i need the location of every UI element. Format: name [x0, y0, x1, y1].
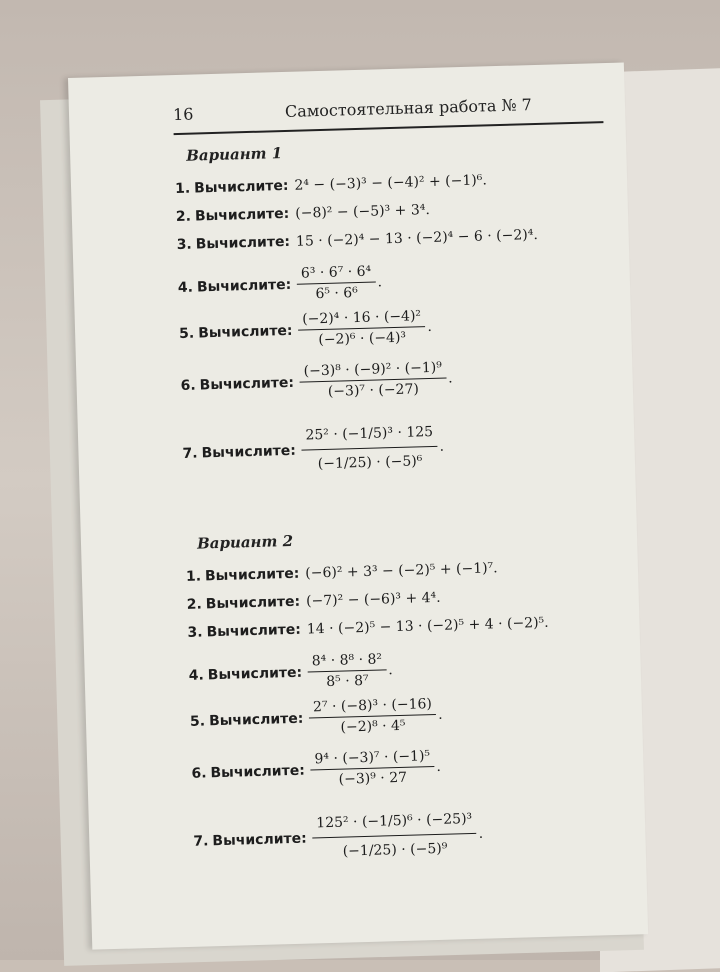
fraction-denominator: 8⁵ · 8⁷ — [326, 672, 369, 691]
problem-label: Вычислите: — [208, 710, 304, 729]
fraction-denominator: (−2)⁸ · 4⁵ — [340, 717, 406, 736]
fraction-denominator: (−3)⁷ · (−27) — [327, 381, 420, 400]
v2-problem-2 — [187, 590, 441, 613]
problem-label: Вычислите: — [199, 374, 295, 393]
v1-problem-6: 6. Вычислите: $\frac{\text{(−3)⁸ · (−9)² · (−1)⁹}}{\text{(−3)⁷ · (−27)}}$ . — [180, 359, 453, 400]
variant-1-title: Вариант 1 — [185, 144, 283, 165]
problem-label: Вычислите: — [193, 177, 289, 197]
fraction-denominator: (−1/25) · (−5)⁹ — [342, 840, 448, 860]
problem-label: Вычислите: — [198, 322, 293, 341]
problem-label: Вычислите: — [212, 830, 307, 849]
problem-label: Вычислите: — [206, 621, 302, 641]
problem-number: 2. — [175, 208, 192, 226]
v1-problem-7: 7. Вычислите: $\frac{\text{25² · (−1/5)³ · 125}}{\text{(−1/25) · (−5)⁶}}$ . — [182, 423, 445, 473]
fraction-numerator: (−3)⁸ · (−9)² · (−1)⁹ — [299, 360, 446, 383]
problem-number: 2. — [186, 596, 203, 613]
fraction — [310, 748, 435, 788]
page-number: 16 — [172, 104, 194, 125]
problem-label: Вычислите: — [207, 664, 303, 683]
v2-problem-3 — [187, 615, 549, 641]
fraction-numerator: 2⁷ · (−8)³ · (−16) — [309, 696, 436, 719]
problem-label: Вычислите: — [196, 276, 292, 295]
book-page — [68, 62, 648, 949]
problem-expression: 15 · (−2)⁴ − 13 · (−2)⁴ − 6 · (−2)⁴. — [295, 226, 539, 250]
problem-number: 4. — [177, 279, 194, 296]
fraction-denominator: (−2)⁶ · (−4)³ — [318, 329, 407, 349]
problem-label: Вычислите: — [210, 762, 306, 781]
problem-number: 6. — [180, 377, 196, 394]
problem-number: 3. — [187, 624, 203, 641]
problem-label: Вычислите: — [204, 565, 300, 585]
problem-expression: (−7)² − (−6)³ + 4⁴. — [305, 589, 441, 610]
fraction-numerator: 8⁴ · 8⁸ · 8² — [308, 651, 387, 672]
problem-expression: (−8)² − (−5)³ + 3⁴. — [295, 201, 431, 222]
v2-problem-4: 4. Вычислите: $\frac{\text{8⁴ · 8⁸ · 8²}}{\text{8⁵ · 8⁷}}$ . — [188, 651, 393, 691]
fraction-denominator: 6⁵ · 6⁶ — [315, 284, 359, 303]
fraction — [298, 308, 426, 349]
fraction-denominator: (−3)⁹ · 27 — [338, 769, 408, 788]
fraction-denominator: (−1/25) · (−5)⁶ — [317, 453, 423, 473]
problem-expression: 2⁴ − (−3)³ − (−4)² + (−1)⁶. — [294, 172, 488, 194]
v1-problem-4: 4. Вычислите: $\frac{\text{6³ · 6⁷ · 6⁴}}{\text{6⁵ · 6⁶}}$ . — [177, 263, 383, 303]
problem-number: 1. — [185, 568, 202, 585]
problem-label: Вычислите: — [201, 442, 297, 461]
variant-2-title: Вариант 2 — [196, 531, 294, 553]
fraction — [312, 811, 477, 861]
problem-number: 4. — [188, 666, 205, 684]
problem-label: Вычислите: — [205, 593, 301, 613]
fraction-numerator: 6³ · 6⁷ · 6⁴ — [297, 264, 376, 285]
problem-label: Вычислите: — [194, 205, 290, 225]
v2-problem-5: 5. Вычислите: $\frac{\text{2⁷ · (−8)³ · (−16)}}{\text{(−2)⁸ · 4⁵}}$ . — [189, 696, 443, 736]
fraction — [297, 264, 376, 303]
problem-expression: 14 · (−2)⁵ − 13 · (−2)⁵ + 4 · (−2)⁵. — [306, 614, 549, 638]
problem-number: 1. — [174, 180, 191, 198]
v2-problem-6: 6. Вычислите: $\frac{\text{9⁴ · (−3)⁷ · (−1)⁵}}{\text{(−3)⁹ · 27}}$ . — [191, 748, 442, 788]
fraction — [308, 651, 387, 690]
fraction-numerator: 25² · (−1/5)³ · 125 — [301, 424, 437, 451]
fraction — [299, 360, 446, 401]
problem-number: 3. — [176, 236, 192, 254]
problem-number: 7. — [182, 445, 198, 462]
problem-expression: (−6)² + 3³ − (−2)⁵ + (−1)⁷. — [305, 560, 498, 582]
v1-problem-5: 5. Вычислите: $\frac{\text{(−2)⁴ · 16 · (−4)²}}{\text{(−2)⁶ · (−4)³}}$ . — [178, 308, 433, 349]
fraction-numerator: 9⁴ · (−3)⁷ · (−1)⁵ — [310, 748, 434, 770]
v2-problem-1 — [186, 560, 498, 585]
fraction-numerator: 125² · (−1/5)⁶ · (−25)³ — [312, 811, 477, 839]
fraction-numerator: (−2)⁴ · 16 · (−4)² — [298, 308, 425, 331]
fraction — [301, 424, 438, 473]
fraction — [309, 696, 437, 737]
problem-number: 5. — [189, 712, 206, 730]
page-title: Самостоятельная работа № 7 — [284, 95, 533, 121]
v2-problem-7: 7. Вычислите: $\frac{\text{125² · (−1/5)⁶ · (−25)³}}{\text{(−1/25) · (−5)⁹}}$ . — [193, 811, 484, 860]
problem-number: 5. — [178, 325, 195, 342]
problem-number: 7. — [193, 832, 209, 850]
problem-number: 6. — [191, 764, 207, 782]
problem-label: Вычислите: — [195, 233, 291, 253]
